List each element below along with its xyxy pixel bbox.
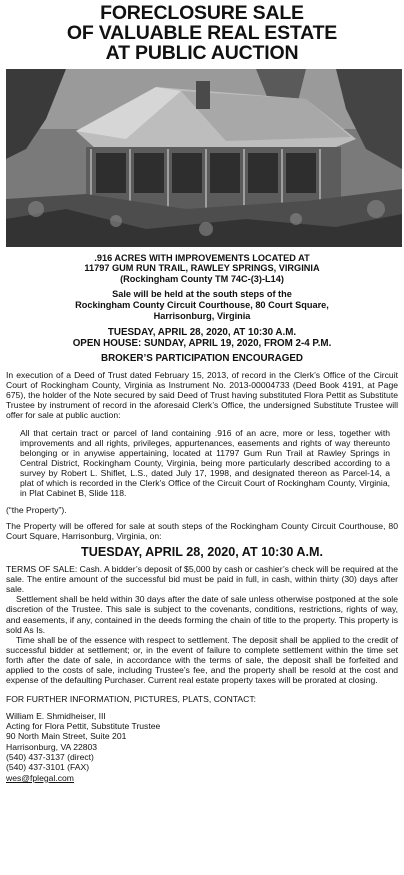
contact-address-1: 90 North Main Street, Suite 201: [6, 731, 127, 742]
property-line-3: (Rockingham County TM 74C-(3)-L14): [120, 273, 284, 284]
headline-line-3: AT PUBLIC AUCTION: [105, 41, 299, 64]
auction-date: TUESDAY, APRIL 28, 2020, AT 10:30 A.M.: [81, 545, 323, 559]
open-house-date: OPEN HOUSE: SUNDAY, APRIL 19, 2020, FROM 2-4 P.M.: [72, 338, 332, 350]
headline: [6, 4, 398, 64]
time-essence-paragraph: Time shall be of the essence with respect to settlement. The deposit shall be applied to the credit of successful bidder at settlement; or, in the event of failure to complete settlement within the time set forth after the date of sale, in accordance with the terms of sale, the deposit shall be forfeited and applied to the costs of sale, including Trustee’s fee, and the property shall be resold at the cost and expense of the defaulting Purchaser. Current real estate property taxes will be prorated at closing.: [6, 634, 398, 686]
terms-paragraph: TERMS OF SALE: Cash. A bidder’s deposit of $5,000 by cash or cashier’s check will be required at the sale. The entire amount of the successful bid must be paid in full, in cash, within thirty (30) days after sale.: [6, 563, 398, 595]
property-line-2: 11797 GUM RUN TRAIL, RAWLEY SPRINGS, VIRGINIA: [84, 263, 320, 274]
contact-fax: (540) 437-3101 (FAX): [6, 762, 90, 773]
contact-phone: (540) 437-3137 (direct): [6, 752, 94, 763]
offered-paragraph: The Property will be offered for sale at south steps of the Rockingham County Circuit Courthouse, 80 Court Square, Harrisonburg, Virginia, on:: [6, 520, 398, 541]
intro-paragraph: In execution of a Deed of Trust dated February 15, 2013, of record in the Clerk’s Office of the Circuit Court of Rockingham County, Virginia as Instrument No. 2013-00004733 (Deed Book 4191, at Page 675), the holder of the Note secured by said Deed of Trust having substituted Flora Pettit as Substitute Trustee by instrument of record in the aforesaid Clerk’s Office, the undersigned Substitute Trustee will offer for sale at public auction:: [6, 369, 398, 421]
settlement-paragraph: Settlement shall be held within 30 days after the date of sale unless otherwise postponed at the sole discretion of the Trustee. This sale is subject to the covenants, conditions, restrictions, rights of way, and easements, if any, contained in the deeds forming the chain of title to the property. This property is sold As Is.: [6, 594, 398, 635]
broker-notice: BROKER’S PARTICIPATION ENCOURAGED: [101, 352, 303, 364]
legal-description: All that certain tract or parcel of land containing .916 of an acre, more or less, together with improvements and all rights, privileges, appurtenances, easements and rights of way thereunto belonging or in anywise appertaining, located at 11797 Gum Run Trail at Rawley Springs in Central District, Rockingham County, Virginia, being more particularly described according to a survey by Robert L. Shiflet, L.S., dated July 17, 1998, and designated thereon as Parcel-14, a plat of which is recorded in the Clerk’s Office of the Circuit Court of Rockingham County, Virginia, in Plat Cabinet B, Slide 118.: [20, 427, 390, 499]
contact-heading: FOR FURTHER INFORMATION, PICTURES, PLATS, CONTACT:: [6, 693, 257, 704]
headline-line-2: OF VALUABLE REAL ESTATE: [66, 21, 338, 44]
contact-block: [6, 711, 398, 783]
sale-location-line-2: Rockingham County Circuit Courthouse, 80 Court Square,: [75, 299, 329, 310]
property-description: [6, 253, 398, 285]
property-line-1: .916 ACRES WITH IMPROVEMENTS LOCATED AT: [94, 252, 310, 263]
sale-location-line-1: Sale will be held at the south steps of the: [112, 289, 292, 300]
sale-date: TUESDAY, APRIL 28, 2020, AT 10:30 A.M.: [107, 327, 297, 339]
sale-location-line-3: Harrisonburg, Virginia: [153, 310, 251, 321]
sale-location: [6, 289, 398, 321]
contact-role: Acting for Flora Pettit, Substitute Trustee: [6, 721, 161, 732]
the-property-label: (“the Property”).: [6, 504, 67, 515]
property-photo: [6, 69, 402, 247]
contact-email-link[interactable]: wes@fplegal.com: [6, 772, 74, 783]
contact-name: William E. Shmidheiser, III: [6, 710, 106, 721]
headline-line-1: FORECLOSURE SALE: [100, 2, 304, 24]
sale-dates: [6, 327, 398, 350]
contact-address-2: Harrisonburg, VA 22803: [6, 741, 98, 752]
